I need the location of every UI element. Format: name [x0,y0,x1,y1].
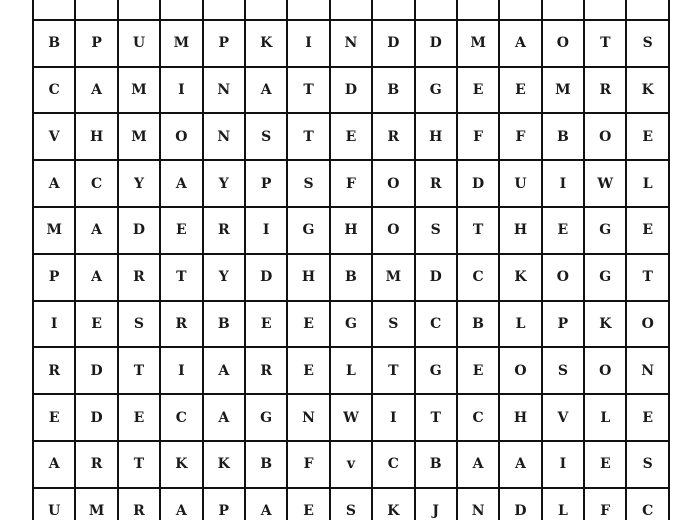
letter-cell[interactable]: E [585,442,627,489]
letter-cell[interactable]: D [246,255,288,302]
letter-cell[interactable]: T [119,442,161,489]
letter-cell[interactable]: N [458,489,500,520]
letter-cell[interactable]: D [416,21,458,68]
letter-cell[interactable]: H [331,208,373,255]
letter-cell[interactable]: A [76,255,118,302]
letter-cell[interactable]: T [585,21,627,68]
letter-cell[interactable]: C [34,68,76,115]
letter-cell[interactable]: G [585,255,627,302]
letter-cell[interactable] [373,0,415,21]
letter-cell[interactable]: A [161,161,203,208]
letter-cell[interactable] [416,0,458,21]
letter-cell[interactable]: E [500,68,542,115]
letter-cell[interactable]: R [119,255,161,302]
letter-cell[interactable]: A [204,348,246,395]
letter-cell[interactable]: O [543,21,585,68]
letter-cell[interactable]: I [543,161,585,208]
letter-cell[interactable]: R [246,348,288,395]
letter-cell[interactable]: O [543,255,585,302]
letter-cell[interactable]: S [373,302,415,349]
letter-cell[interactable]: B [373,68,415,115]
letter-cell[interactable]: R [416,161,458,208]
letter-cell[interactable]: P [246,161,288,208]
letter-cell[interactable]: L [627,161,669,208]
letter-cell[interactable]: R [373,114,415,161]
letter-cell[interactable]: T [119,348,161,395]
letter-cell[interactable]: K [246,21,288,68]
letter-cell[interactable]: P [34,255,76,302]
letter-cell[interactable]: S [331,489,373,520]
letter-cell[interactable]: G [416,68,458,115]
letter-cell[interactable]: B [458,302,500,349]
letter-cell[interactable]: R [119,489,161,520]
letter-cell[interactable]: V [543,395,585,442]
letter-cell[interactable]: H [416,114,458,161]
letter-cell[interactable]: D [500,489,542,520]
letter-cell[interactable] [288,0,330,21]
letter-cell[interactable]: M [76,489,118,520]
letter-cell[interactable] [34,0,76,21]
letter-cell[interactable] [585,0,627,21]
letter-cell[interactable]: M [161,21,203,68]
letter-cell[interactable]: O [161,114,203,161]
letter-cell[interactable]: I [246,208,288,255]
letter-cell[interactable]: G [288,208,330,255]
letter-cell[interactable]: S [416,208,458,255]
letter-cell[interactable] [500,0,542,21]
letter-cell[interactable]: O [373,161,415,208]
letter-cell[interactable]: L [543,489,585,520]
letter-cell[interactable]: I [34,302,76,349]
letter-cell[interactable]: P [76,21,118,68]
letter-cell[interactable]: E [288,489,330,520]
letter-cell[interactable]: T [416,395,458,442]
letter-cell[interactable]: O [585,348,627,395]
letter-cell[interactable] [627,0,669,21]
letter-cell[interactable]: R [34,348,76,395]
letter-cell[interactable]: A [500,21,542,68]
letter-cell[interactable]: D [373,21,415,68]
letter-cell[interactable]: E [627,208,669,255]
letter-cell[interactable]: O [500,348,542,395]
letter-cell[interactable]: C [76,161,118,208]
letter-cell[interactable]: U [119,21,161,68]
letter-cell[interactable]: C [161,395,203,442]
letter-cell[interactable]: I [373,395,415,442]
letter-cell[interactable]: T [288,68,330,115]
letter-cell[interactable]: H [288,255,330,302]
letter-cell[interactable]: I [288,21,330,68]
letter-cell[interactable]: U [34,489,76,520]
letter-cell[interactable]: I [161,68,203,115]
letter-cell[interactable]: A [76,208,118,255]
word-search-grid [32,0,670,520]
letter-cell[interactable]: K [204,442,246,489]
letter-cell[interactable]: A [246,489,288,520]
letter-cell[interactable] [331,0,373,21]
letter-cell[interactable]: C [458,395,500,442]
letter-cell[interactable]: N [627,348,669,395]
letter-cell[interactable]: K [627,68,669,115]
letter-cell[interactable]: A [500,442,542,489]
letter-cell[interactable]: C [627,489,669,520]
letter-cell[interactable]: P [204,489,246,520]
letter-cell[interactable]: N [288,395,330,442]
letter-cell[interactable]: Y [119,161,161,208]
letter-cell[interactable]: O [627,302,669,349]
letter-cell[interactable]: G [331,302,373,349]
letter-cell[interactable]: J [416,489,458,520]
letter-cell[interactable]: S [119,302,161,349]
letter-cell[interactable]: C [416,302,458,349]
letter-cell[interactable]: E [246,302,288,349]
letter-cell[interactable]: P [543,302,585,349]
letter-cell[interactable]: E [119,395,161,442]
letter-cell[interactable]: R [585,68,627,115]
letter-cell[interactable] [458,0,500,21]
letter-cell[interactable]: Y [204,161,246,208]
letter-cell[interactable]: E [76,302,118,349]
letter-cell[interactable] [76,0,118,21]
letter-cell[interactable]: B [543,114,585,161]
letter-cell[interactable]: F [331,161,373,208]
letter-cell[interactable]: E [543,208,585,255]
letter-cell[interactable]: v [331,442,373,489]
letter-cell[interactable]: N [204,114,246,161]
letter-cell[interactable]: A [34,161,76,208]
letter-cell[interactable]: D [331,68,373,115]
letter-cell[interactable]: G [416,348,458,395]
letter-cell[interactable]: C [373,442,415,489]
letter-cell[interactable]: T [161,255,203,302]
letter-cell[interactable]: A [76,68,118,115]
letter-cell[interactable]: D [76,395,118,442]
letter-cell[interactable]: T [373,348,415,395]
letter-cell[interactable]: M [119,68,161,115]
letter-cell[interactable]: E [288,302,330,349]
letter-cell[interactable]: H [500,208,542,255]
letter-cell[interactable]: L [585,395,627,442]
letter-cell[interactable] [246,0,288,21]
letter-cell[interactable]: K [161,442,203,489]
letter-cell[interactable]: S [627,21,669,68]
letter-cell[interactable]: E [627,114,669,161]
letter-cell[interactable]: T [627,255,669,302]
letter-cell[interactable]: M [34,208,76,255]
letter-cell[interactable]: D [76,348,118,395]
letter-cell[interactable]: O [373,208,415,255]
letter-cell[interactable]: A [161,489,203,520]
letter-cell[interactable]: W [331,395,373,442]
letter-cell[interactable]: E [627,395,669,442]
letter-cell[interactable]: V [34,114,76,161]
letter-cell[interactable]: I [161,348,203,395]
letter-cell[interactable]: E [331,114,373,161]
letter-cell[interactable]: N [204,68,246,115]
letter-cell[interactable]: L [500,302,542,349]
letter-cell[interactable]: T [288,114,330,161]
letter-cell[interactable] [204,0,246,21]
letter-cell[interactable]: B [204,302,246,349]
letter-cell[interactable]: H [500,395,542,442]
letter-cell[interactable]: A [204,395,246,442]
letter-cell[interactable]: B [331,255,373,302]
letter-cell[interactable]: F [458,114,500,161]
letter-cell[interactable]: T [458,208,500,255]
letter-cell[interactable]: U [500,161,542,208]
letter-cell[interactable]: O [585,114,627,161]
letter-cell[interactable]: W [585,161,627,208]
letter-cell[interactable]: I [543,442,585,489]
letter-cell[interactable]: A [34,442,76,489]
letter-cell[interactable]: R [76,442,118,489]
letter-cell[interactable]: S [627,442,669,489]
letter-cell[interactable]: A [458,442,500,489]
letter-cell[interactable]: S [288,161,330,208]
letter-cell[interactable]: M [543,68,585,115]
letter-cell[interactable]: Y [204,255,246,302]
letter-cell[interactable]: E [458,348,500,395]
letter-cell[interactable]: P [204,21,246,68]
letter-cell[interactable]: F [288,442,330,489]
letter-cell[interactable]: E [458,68,500,115]
letter-cell[interactable]: F [585,489,627,520]
letter-cell[interactable] [543,0,585,21]
letter-cell[interactable]: E [34,395,76,442]
letter-cell[interactable] [161,0,203,21]
letter-cell[interactable]: G [246,395,288,442]
letter-cell[interactable]: B [246,442,288,489]
letter-cell[interactable]: B [34,21,76,68]
letter-cell[interactable]: S [246,114,288,161]
letter-cell[interactable]: R [204,208,246,255]
letter-cell[interactable]: L [331,348,373,395]
letter-cell[interactable]: D [458,161,500,208]
letter-cell[interactable]: M [119,114,161,161]
letter-cell[interactable]: H [76,114,118,161]
letter-cell[interactable]: R [161,302,203,349]
letter-cell[interactable]: D [119,208,161,255]
letter-cell[interactable]: S [543,348,585,395]
letter-cell[interactable]: K [500,255,542,302]
letter-cell[interactable]: F [500,114,542,161]
letter-cell[interactable]: N [331,21,373,68]
letter-cell[interactable]: C [458,255,500,302]
letter-cell[interactable]: A [246,68,288,115]
letter-cell[interactable]: K [373,489,415,520]
letter-cell[interactable]: D [416,255,458,302]
letter-cell[interactable] [119,0,161,21]
letter-cell[interactable]: M [458,21,500,68]
letter-cell[interactable]: E [288,348,330,395]
letter-cell[interactable]: M [373,255,415,302]
letter-cell[interactable]: K [585,302,627,349]
letter-cell[interactable]: E [161,208,203,255]
letter-cell[interactable]: B [416,442,458,489]
letter-cell[interactable]: G [585,208,627,255]
